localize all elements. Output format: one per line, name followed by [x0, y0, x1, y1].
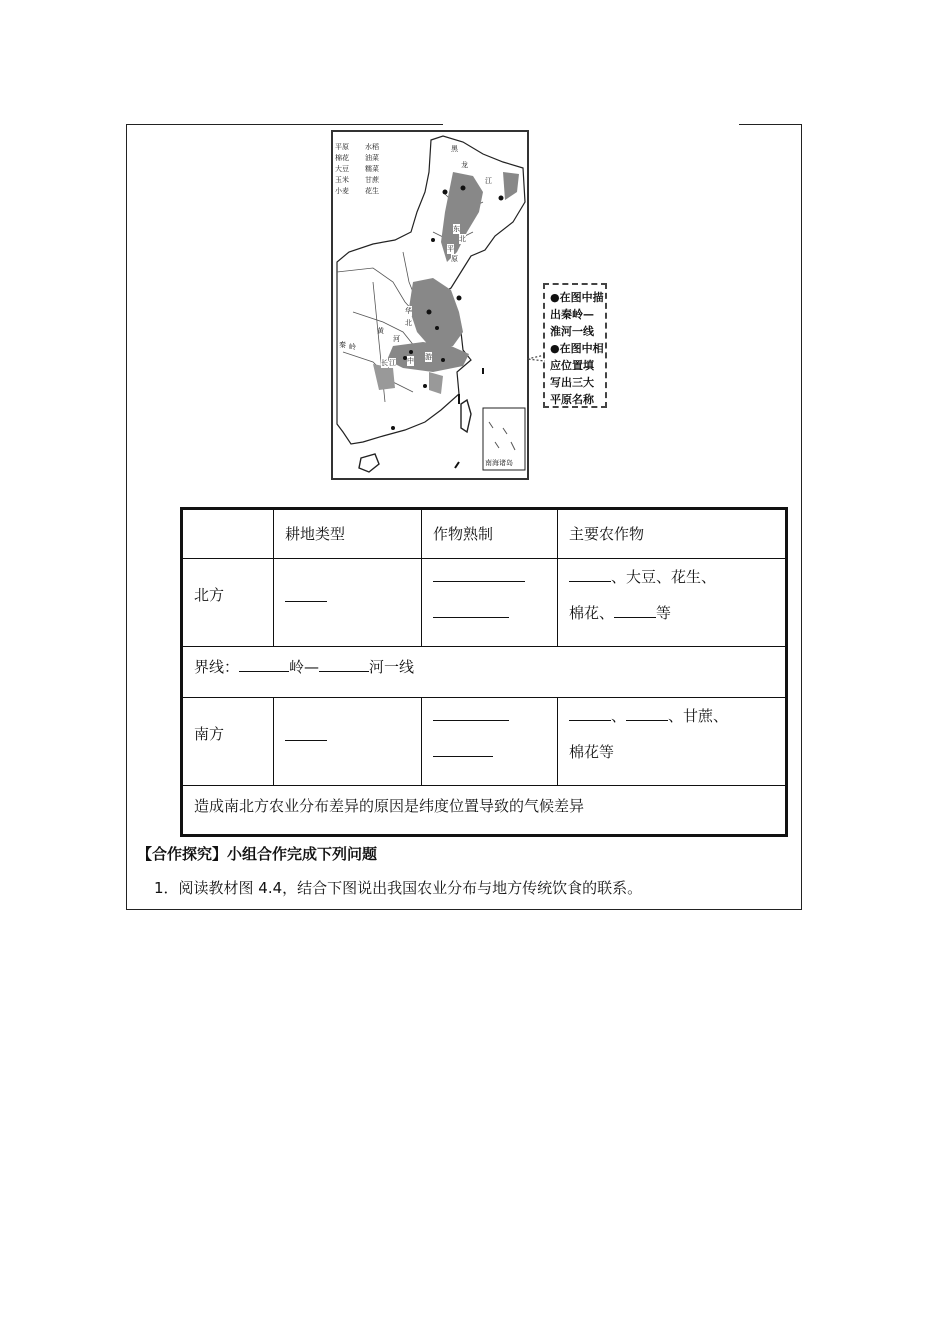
- callout-line: 出秦岭—: [550, 308, 594, 321]
- callout-line: ●在图中相: [550, 342, 604, 355]
- north-land-type-cell: [274, 559, 422, 647]
- map-label: 原: [451, 255, 458, 263]
- map-label: 黑: [451, 145, 458, 153]
- table-row-south: [182, 697, 787, 785]
- reason-cell: 造成南北方农业分布差异的原因是纬度位置导致的气候差异: [182, 785, 787, 835]
- table-header-row: [182, 509, 787, 559]
- map-label: 黄: [377, 327, 384, 335]
- legend-row: [335, 142, 395, 153]
- map-label: 北: [405, 319, 412, 327]
- south-crop-blank-1[interactable]: [569, 706, 611, 721]
- table-row-north: [182, 559, 787, 647]
- map-label: 华: [405, 307, 412, 315]
- table-header-cell: 作物熟制: [422, 509, 558, 559]
- map-label: 东: [453, 225, 460, 233]
- legend-soybean: 大豆: [335, 165, 349, 173]
- north-land-type-blank[interactable]: [285, 587, 327, 602]
- callout-line: 平原名称: [550, 393, 594, 406]
- legend-row: [335, 153, 395, 164]
- callout-line: 淮河一线: [550, 325, 594, 338]
- legend-peanut: 花生: [365, 187, 379, 195]
- south-crop-blank-2[interactable]: [626, 706, 668, 721]
- table-row-reason: [182, 785, 787, 835]
- north-crop-blank-2[interactable]: [614, 603, 656, 618]
- legend-row: [335, 175, 395, 186]
- legend-row: [335, 164, 395, 175]
- legend-wheat: 小麦: [335, 187, 349, 195]
- south-crops-sep: 、: [611, 706, 627, 725]
- map-legend: [335, 142, 395, 197]
- map-label: 平: [447, 245, 454, 253]
- table-header-cell: 主要农作物: [558, 509, 787, 559]
- boundary-mid-2: 河一线: [369, 658, 415, 677]
- callout-line: 应位置填: [550, 359, 594, 372]
- callout-line: 写出三大: [550, 376, 594, 389]
- agriculture-comparison-table: [180, 507, 788, 837]
- map-instruction-callout: [543, 283, 607, 408]
- map-label: 长: [381, 359, 388, 367]
- legend-rice: 水稻: [365, 143, 379, 151]
- boundary-mountain-blank[interactable]: [239, 657, 289, 672]
- legend-tea: 糯菜: [365, 165, 379, 173]
- map-label: 北: [459, 235, 466, 243]
- south-crops-text-1: 、甘蔗、: [668, 706, 729, 725]
- question-1: 1．阅读教材图 4.4，结合下图说出我国农业分布与地方传统饮食的联系。: [154, 879, 643, 897]
- agriculture-map: [331, 130, 529, 480]
- north-crops-text-3: 等: [656, 604, 672, 623]
- map-label: 岭: [349, 343, 356, 351]
- worksheet-box: [126, 124, 802, 910]
- top-border-gap: [443, 123, 739, 127]
- legend-row: [335, 186, 395, 197]
- map-label: 游: [425, 353, 432, 361]
- legend-plain: 平原: [335, 143, 349, 151]
- south-label: 南方: [182, 697, 274, 785]
- boundary-prefix: 界线：: [194, 658, 240, 677]
- huabei-plain: [409, 278, 463, 348]
- north-crops-cell: [558, 559, 787, 647]
- south-cropping-blank-1[interactable]: [433, 706, 509, 721]
- north-cropping-blank-2[interactable]: [433, 603, 509, 618]
- south-crops-text-2: 棉花等: [569, 742, 615, 761]
- callout-line: ●在图中描: [550, 291, 604, 304]
- table-header-cell: [182, 509, 274, 559]
- north-cropping-cell: [422, 559, 558, 647]
- south-cropping-blank-2[interactable]: [433, 742, 493, 757]
- north-crops-text-2: 棉花、: [569, 604, 615, 623]
- south-land-type-blank[interactable]: [285, 726, 327, 741]
- north-cropping-blank-1[interactable]: [433, 567, 525, 582]
- map-label: 中: [407, 357, 414, 365]
- north-label: 北方: [182, 559, 274, 647]
- boundary-river-blank[interactable]: [319, 657, 369, 672]
- table-row-boundary: [182, 647, 787, 697]
- south-cropping-cell: [422, 697, 558, 785]
- legend-rapeseed: 油菜: [365, 154, 379, 162]
- boundary-mid-1: 岭—: [289, 658, 320, 677]
- legend-corn: 玉米: [335, 176, 349, 184]
- map-label: 江: [485, 177, 492, 185]
- north-crops-text-1: 、大豆、花生、: [611, 568, 717, 587]
- legend-cotton: 棉花: [335, 154, 349, 162]
- table-header-cell: 耕地类型: [274, 509, 422, 559]
- map-label: 龙: [461, 161, 468, 169]
- northeast-east-plain: [503, 172, 519, 200]
- north-crop-blank-1[interactable]: [569, 567, 611, 582]
- callout-pointer: [525, 353, 545, 363]
- south-crops-cell: [558, 697, 787, 785]
- legend-sugarcane: 甘蔗: [365, 176, 379, 184]
- map-label: 河: [393, 335, 400, 343]
- map-label: 江: [389, 359, 396, 367]
- boundary-cell: [182, 647, 787, 697]
- map-label: 秦: [339, 341, 346, 349]
- section-heading: 【合作探究】小组合作完成下列问题: [137, 845, 378, 863]
- map-label: 南海诸岛: [485, 459, 513, 467]
- south-land-type-cell: [274, 697, 422, 785]
